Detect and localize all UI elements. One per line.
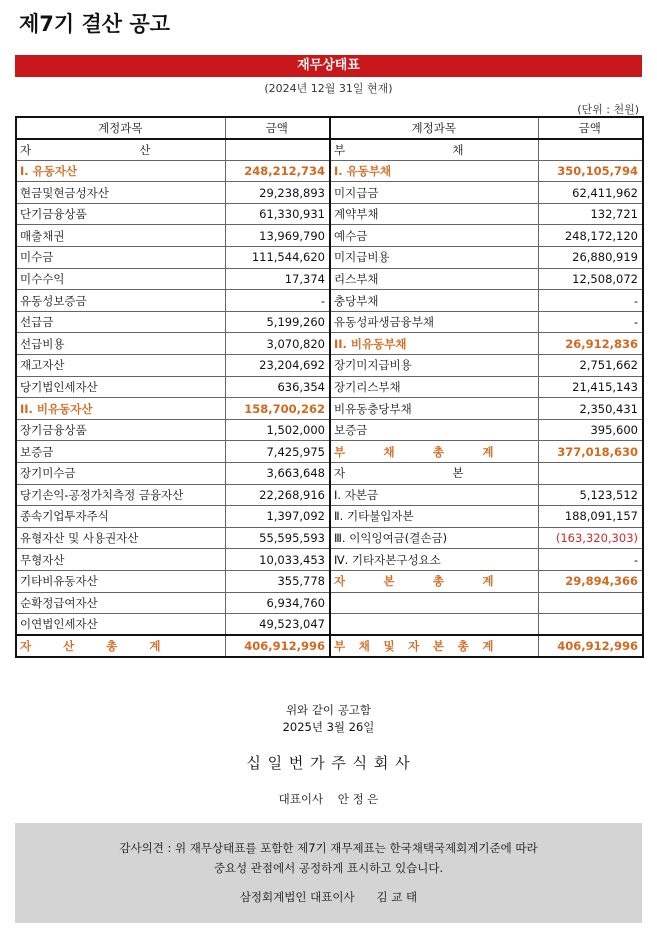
account-right [330, 614, 538, 636]
amount-right: 377,018,630 [538, 441, 643, 463]
header-amount-right: 금액 [538, 117, 643, 139]
amount-right: 29,894,366 [538, 570, 643, 592]
table-row [16, 203, 643, 225]
total-liab-equity-label: 부 채 및 자 본 총 계 [330, 635, 538, 657]
auditor-signature: 삼정회계법인 대표이사 김 교 태 [239, 890, 418, 904]
amount-left: 55,595,593 [225, 527, 330, 549]
table-header-row [16, 117, 643, 139]
account-left: 이연법인세자산 [16, 614, 225, 636]
header-account-right: 계정과목 [330, 117, 538, 139]
account-right: 미지급비용 [330, 247, 538, 269]
account-right: 장기리스부채 [330, 376, 538, 398]
amount-right: 350,105,794 [538, 160, 643, 182]
amount-left: 29,238,893 [225, 182, 330, 204]
amount-right: 2,350,431 [538, 398, 643, 420]
amount-left: 49,523,047 [225, 614, 330, 636]
table-row [16, 333, 643, 355]
account-right: 리스부채 [330, 268, 538, 290]
amount-right: 62,411,962 [538, 182, 643, 204]
table-row [16, 268, 643, 290]
total-liab-equity-amount: 406,912,996 [538, 635, 643, 657]
amount-right [538, 614, 643, 636]
amount-left: 1,397,092 [225, 506, 330, 528]
amount-left: 3,070,820 [225, 333, 330, 355]
account-right: 부 채 총 계 [330, 441, 538, 463]
account-right: Ⅲ. 이익잉여금(결손금) [330, 527, 538, 549]
amount-right: 21,415,143 [538, 376, 643, 398]
table-row [16, 549, 643, 571]
audit-opinion-box [15, 823, 642, 923]
account-left: 미수금 [16, 247, 225, 269]
account-left: 순확정급여자산 [16, 592, 225, 614]
account-right: Ⅳ. 기타자본구성요소 [330, 549, 538, 571]
account-left: 보증금 [16, 441, 225, 463]
account-left: 종속기업투자주식 [16, 506, 225, 528]
account-right: 예수금 [330, 225, 538, 247]
account-left: 무형자산 [16, 549, 225, 571]
account-right: 보증금 [330, 419, 538, 441]
amount-right: - [538, 290, 643, 312]
account-left: 재고자산 [16, 355, 225, 377]
account-left: II. 비유동자산 [16, 398, 225, 420]
amount-left: 158,700,262 [225, 398, 330, 420]
account-left: 장기미수금 [16, 463, 225, 485]
amount-left: 636,354 [225, 376, 330, 398]
ceo-name: 대표이사 안 정 은 [278, 792, 379, 806]
as-of-date: (2024년 12월 31일 현재) [264, 82, 393, 95]
account-right: 충당부채 [330, 290, 538, 312]
account-left: 유동성보증금 [16, 290, 225, 312]
table-row [16, 247, 643, 269]
amount-right: 395,600 [538, 419, 643, 441]
account-left: 단기금융상품 [16, 203, 225, 225]
amount-right: 188,091,157 [538, 506, 643, 528]
amount-right: 132,721 [538, 203, 643, 225]
account-left: 선급비용 [16, 333, 225, 355]
notice-text: 위와 같이 공고함 [285, 703, 372, 717]
account-left: 현금및현금성자산 [16, 182, 225, 204]
account-right: II. 비유동부채 [330, 333, 538, 355]
account-left: 선급금 [16, 311, 225, 333]
amount-left: 1,502,000 [225, 419, 330, 441]
account-left: 당기손익-공정가치측정 금융자산 [16, 484, 225, 506]
account-right: I. 유동부채 [330, 160, 538, 182]
amount-right: 248,172,120 [538, 225, 643, 247]
table-row [16, 527, 643, 549]
header-amount-left: 금액 [225, 117, 330, 139]
amount-left: 22,268,916 [225, 484, 330, 506]
amount-left: 7,425,975 [225, 441, 330, 463]
section-assets-amount [225, 139, 330, 161]
amount-right: 12,508,072 [538, 268, 643, 290]
table-row [16, 160, 643, 182]
table-row [16, 419, 643, 441]
table-row [16, 225, 643, 247]
header-account-left: 계정과목 [16, 117, 225, 139]
amount-right: - [538, 549, 643, 571]
account-left: 기타비유동자산 [16, 570, 225, 592]
unit-label: (단위 : 천원) [577, 103, 639, 116]
table-row [16, 441, 643, 463]
table-row [16, 570, 643, 592]
section-row [16, 139, 643, 161]
account-right: 미지급금 [330, 182, 538, 204]
table-row [16, 484, 643, 506]
section-liabilities-amount [538, 139, 643, 161]
audit-opinion [15, 838, 642, 878]
section-liabilities: 부 채 [330, 139, 538, 161]
account-right: 자 본 [330, 463, 538, 485]
account-left: I. 유동자산 [16, 160, 225, 182]
amount-right [538, 592, 643, 614]
audit-line-2: 중요성 관점에서 공정하게 표시하고 있습니다. [213, 861, 444, 875]
table-row [16, 290, 643, 312]
table-row [16, 463, 643, 485]
account-right: Ⅰ. 자본금 [330, 484, 538, 506]
account-left: 당기법인세자산 [16, 376, 225, 398]
total-assets-amount: 406,912,996 [225, 635, 330, 657]
account-right: 자 본 총 계 [330, 570, 538, 592]
amount-left: 248,212,734 [225, 160, 330, 182]
amount-right: 2,751,662 [538, 355, 643, 377]
notice-date: 2025년 3월 26일 [282, 720, 375, 734]
account-left: 미수수익 [16, 268, 225, 290]
page-title: 제7기 결산 공고 [19, 12, 170, 36]
amount-left: 6,934,760 [225, 592, 330, 614]
audit-line-1: 감사의견 : 위 재무상태표를 포함한 제7기 재무제표는 한국채택국제회계기준에 따라 [119, 841, 538, 855]
account-left: 유형자산 및 사용권자산 [16, 527, 225, 549]
total-assets-label: 자 산 총 계 [16, 635, 225, 657]
table-row [16, 355, 643, 377]
amount-right: (163,320,303) [538, 527, 643, 549]
amount-left: 111,544,620 [225, 247, 330, 269]
amount-right: - [538, 311, 643, 333]
table-row [16, 311, 643, 333]
amount-left: 23,204,692 [225, 355, 330, 377]
balance-sheet-table [15, 116, 644, 658]
amount-left: 355,778 [225, 570, 330, 592]
account-right: 비유동충당부채 [330, 398, 538, 420]
amount-left: 5,199,260 [225, 311, 330, 333]
amount-right [538, 463, 643, 485]
table-row [16, 614, 643, 636]
account-right: 유동성파생금융부채 [330, 311, 538, 333]
amount-left: 10,033,453 [225, 549, 330, 571]
company-name: 십 일 번 가 주 식 회 사 [246, 754, 411, 772]
table-row [16, 398, 643, 420]
section-assets: 자 산 [16, 139, 225, 161]
account-left: 매출채권 [16, 225, 225, 247]
amount-left: 3,663,648 [225, 463, 330, 485]
amount-left: 17,374 [225, 268, 330, 290]
amount-left: 61,330,931 [225, 203, 330, 225]
account-right: 장기미지급비용 [330, 355, 538, 377]
account-left: 장기금융상품 [16, 419, 225, 441]
amount-right: 26,912,836 [538, 333, 643, 355]
statement-title-banner: 재무상태표 [15, 55, 642, 77]
account-right: Ⅱ. 기타불입자본 [330, 506, 538, 528]
table-row [16, 182, 643, 204]
amount-left: - [225, 290, 330, 312]
account-right: 계약부채 [330, 203, 538, 225]
total-row [16, 635, 643, 657]
table-row [16, 376, 643, 398]
amount-left: 13,969,790 [225, 225, 330, 247]
amount-right: 5,123,512 [538, 484, 643, 506]
amount-right: 26,880,919 [538, 247, 643, 269]
account-right [330, 592, 538, 614]
table-row [16, 506, 643, 528]
table-row [16, 592, 643, 614]
